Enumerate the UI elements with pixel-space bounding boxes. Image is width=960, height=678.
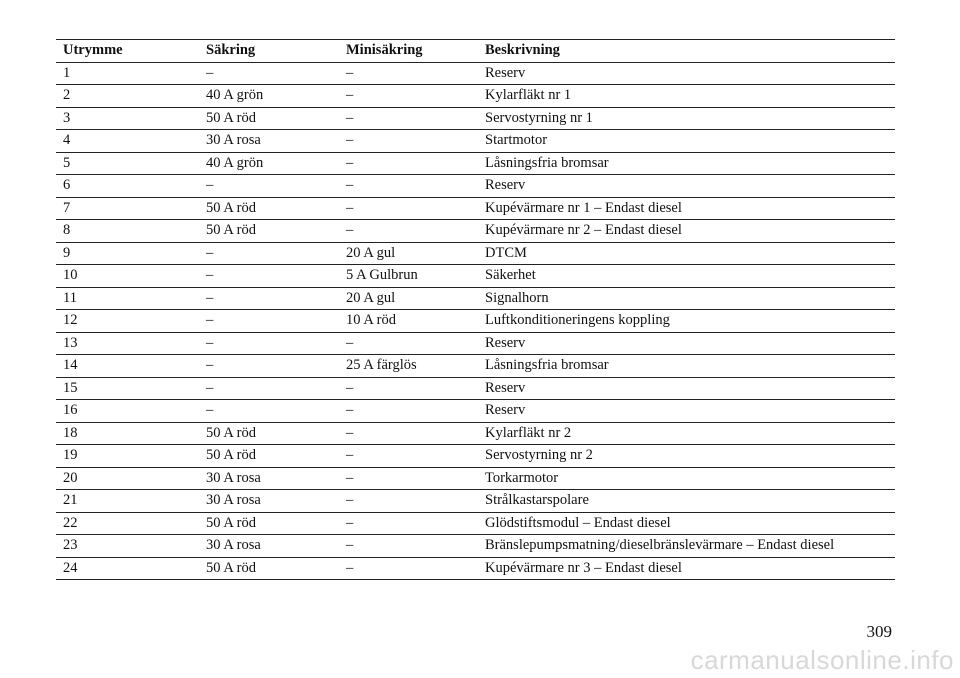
header-minisakring: Minisäkring (339, 40, 478, 63)
cell-beskrivning: Låsningsfria bromsar (478, 152, 895, 175)
cell-utrymme: 4 (56, 130, 199, 153)
cell-utrymme: 7 (56, 197, 199, 220)
cell-utrymme: 22 (56, 512, 199, 535)
cell-beskrivning: Torkarmotor (478, 467, 895, 490)
table-row (56, 310, 895, 333)
cell-sakring: – (199, 310, 339, 333)
table-row (56, 130, 895, 153)
cell-sakring: – (199, 377, 339, 400)
cell-sakring: – (199, 287, 339, 310)
table-row (56, 242, 895, 265)
cell-utrymme: 23 (56, 535, 199, 558)
table-row (56, 557, 895, 580)
table-row (56, 175, 895, 198)
cell-utrymme: 21 (56, 490, 199, 513)
cell-beskrivning: Säkerhet (478, 265, 895, 288)
cell-minisakring: 20 A gul (339, 242, 478, 265)
table-row (56, 467, 895, 490)
table-row (56, 265, 895, 288)
cell-utrymme: 3 (56, 107, 199, 130)
cell-beskrivning: Reserv (478, 332, 895, 355)
header-beskrivning: Beskrivning (478, 40, 895, 63)
cell-utrymme: 15 (56, 377, 199, 400)
table-header-row (56, 40, 895, 63)
table-row (56, 85, 895, 108)
cell-utrymme: 11 (56, 287, 199, 310)
cell-beskrivning: DTCM (478, 242, 895, 265)
cell-sakring: 50 A röd (199, 220, 339, 243)
cell-utrymme: 16 (56, 400, 199, 423)
cell-minisakring: – (339, 332, 478, 355)
cell-sakring: 30 A rosa (199, 130, 339, 153)
table-row (56, 332, 895, 355)
cell-utrymme: 19 (56, 445, 199, 468)
cell-utrymme: 2 (56, 85, 199, 108)
cell-beskrivning: Kupévärmare nr 1 – Endast diesel (478, 197, 895, 220)
cell-sakring: – (199, 332, 339, 355)
cell-minisakring: – (339, 400, 478, 423)
cell-minisakring: – (339, 197, 478, 220)
table-row (56, 445, 895, 468)
cell-utrymme: 8 (56, 220, 199, 243)
cell-sakring: – (199, 400, 339, 423)
table-row (56, 400, 895, 423)
cell-sakring: 50 A röd (199, 557, 339, 580)
cell-minisakring: – (339, 557, 478, 580)
cell-sakring: 50 A röd (199, 445, 339, 468)
fuse-table (56, 39, 895, 580)
cell-minisakring: – (339, 490, 478, 513)
cell-minisakring: 5 A Gulbrun (339, 265, 478, 288)
cell-sakring: – (199, 175, 339, 198)
cell-utrymme: 6 (56, 175, 199, 198)
cell-minisakring: – (339, 62, 478, 85)
cell-minisakring: 20 A gul (339, 287, 478, 310)
cell-minisakring: – (339, 445, 478, 468)
cell-sakring: – (199, 62, 339, 85)
cell-minisakring: – (339, 152, 478, 175)
cell-utrymme: 5 (56, 152, 199, 175)
table-row (56, 107, 895, 130)
cell-minisakring: – (339, 422, 478, 445)
cell-beskrivning: Servostyrning nr 1 (478, 107, 895, 130)
cell-utrymme: 1 (56, 62, 199, 85)
cell-utrymme: 20 (56, 467, 199, 490)
cell-sakring: – (199, 242, 339, 265)
cell-minisakring: – (339, 467, 478, 490)
cell-beskrivning: Strålkastarspolare (478, 490, 895, 513)
cell-beskrivning: Kupévärmare nr 2 – Endast diesel (478, 220, 895, 243)
table-row (56, 355, 895, 378)
header-sakring: Säkring (199, 40, 339, 63)
cell-utrymme: 13 (56, 332, 199, 355)
table-row (56, 512, 895, 535)
cell-minisakring: – (339, 175, 478, 198)
cell-minisakring: 25 A färglös (339, 355, 478, 378)
cell-beskrivning: Bränslepumpsmatning/dieselbränslevärmare – Endast diesel (478, 535, 895, 558)
cell-beskrivning: Kylarfläkt nr 2 (478, 422, 895, 445)
cell-sakring: 50 A röd (199, 512, 339, 535)
cell-minisakring: – (339, 535, 478, 558)
cell-minisakring: – (339, 85, 478, 108)
table-row (56, 377, 895, 400)
cell-beskrivning: Reserv (478, 62, 895, 85)
cell-utrymme: 14 (56, 355, 199, 378)
table-row (56, 535, 895, 558)
table-row (56, 62, 895, 85)
cell-sakring: 50 A röd (199, 422, 339, 445)
cell-minisakring: – (339, 512, 478, 535)
page-number: 309 (866, 622, 892, 641)
cell-sakring: 50 A röd (199, 197, 339, 220)
cell-beskrivning: Kupévärmare nr 3 – Endast diesel (478, 557, 895, 580)
cell-beskrivning: Reserv (478, 175, 895, 198)
cell-beskrivning: Servostyrning nr 2 (478, 445, 895, 468)
cell-beskrivning: Låsningsfria bromsar (478, 355, 895, 378)
cell-utrymme: 24 (56, 557, 199, 580)
cell-beskrivning: Startmotor (478, 130, 895, 153)
cell-sakring: 30 A rosa (199, 535, 339, 558)
cell-sakring: 30 A rosa (199, 490, 339, 513)
table-row (56, 422, 895, 445)
cell-utrymme: 10 (56, 265, 199, 288)
table-row (56, 220, 895, 243)
table-row (56, 287, 895, 310)
table-row (56, 490, 895, 513)
cell-beskrivning: Reserv (478, 377, 895, 400)
cell-beskrivning: Signalhorn (478, 287, 895, 310)
cell-sakring: – (199, 355, 339, 378)
cell-beskrivning: Reserv (478, 400, 895, 423)
cell-utrymme: 18 (56, 422, 199, 445)
cell-minisakring: – (339, 130, 478, 153)
table-row (56, 152, 895, 175)
header-utrymme: Utrymme (56, 40, 199, 63)
cell-sakring: – (199, 265, 339, 288)
watermark: carmanualsonline.info (690, 645, 954, 675)
cell-sakring: 50 A röd (199, 107, 339, 130)
cell-minisakring: – (339, 220, 478, 243)
cell-utrymme: 12 (56, 310, 199, 333)
cell-minisakring: – (339, 107, 478, 130)
cell-sakring: 40 A grön (199, 152, 339, 175)
cell-minisakring: 10 A röd (339, 310, 478, 333)
cell-utrymme: 9 (56, 242, 199, 265)
cell-sakring: 40 A grön (199, 85, 339, 108)
cell-beskrivning: Kylarfläkt nr 1 (478, 85, 895, 108)
cell-sakring: 30 A rosa (199, 467, 339, 490)
cell-minisakring: – (339, 377, 478, 400)
table-row (56, 197, 895, 220)
cell-beskrivning: Glödstiftsmodul – Endast diesel (478, 512, 895, 535)
cell-beskrivning: Luftkonditioneringens koppling (478, 310, 895, 333)
